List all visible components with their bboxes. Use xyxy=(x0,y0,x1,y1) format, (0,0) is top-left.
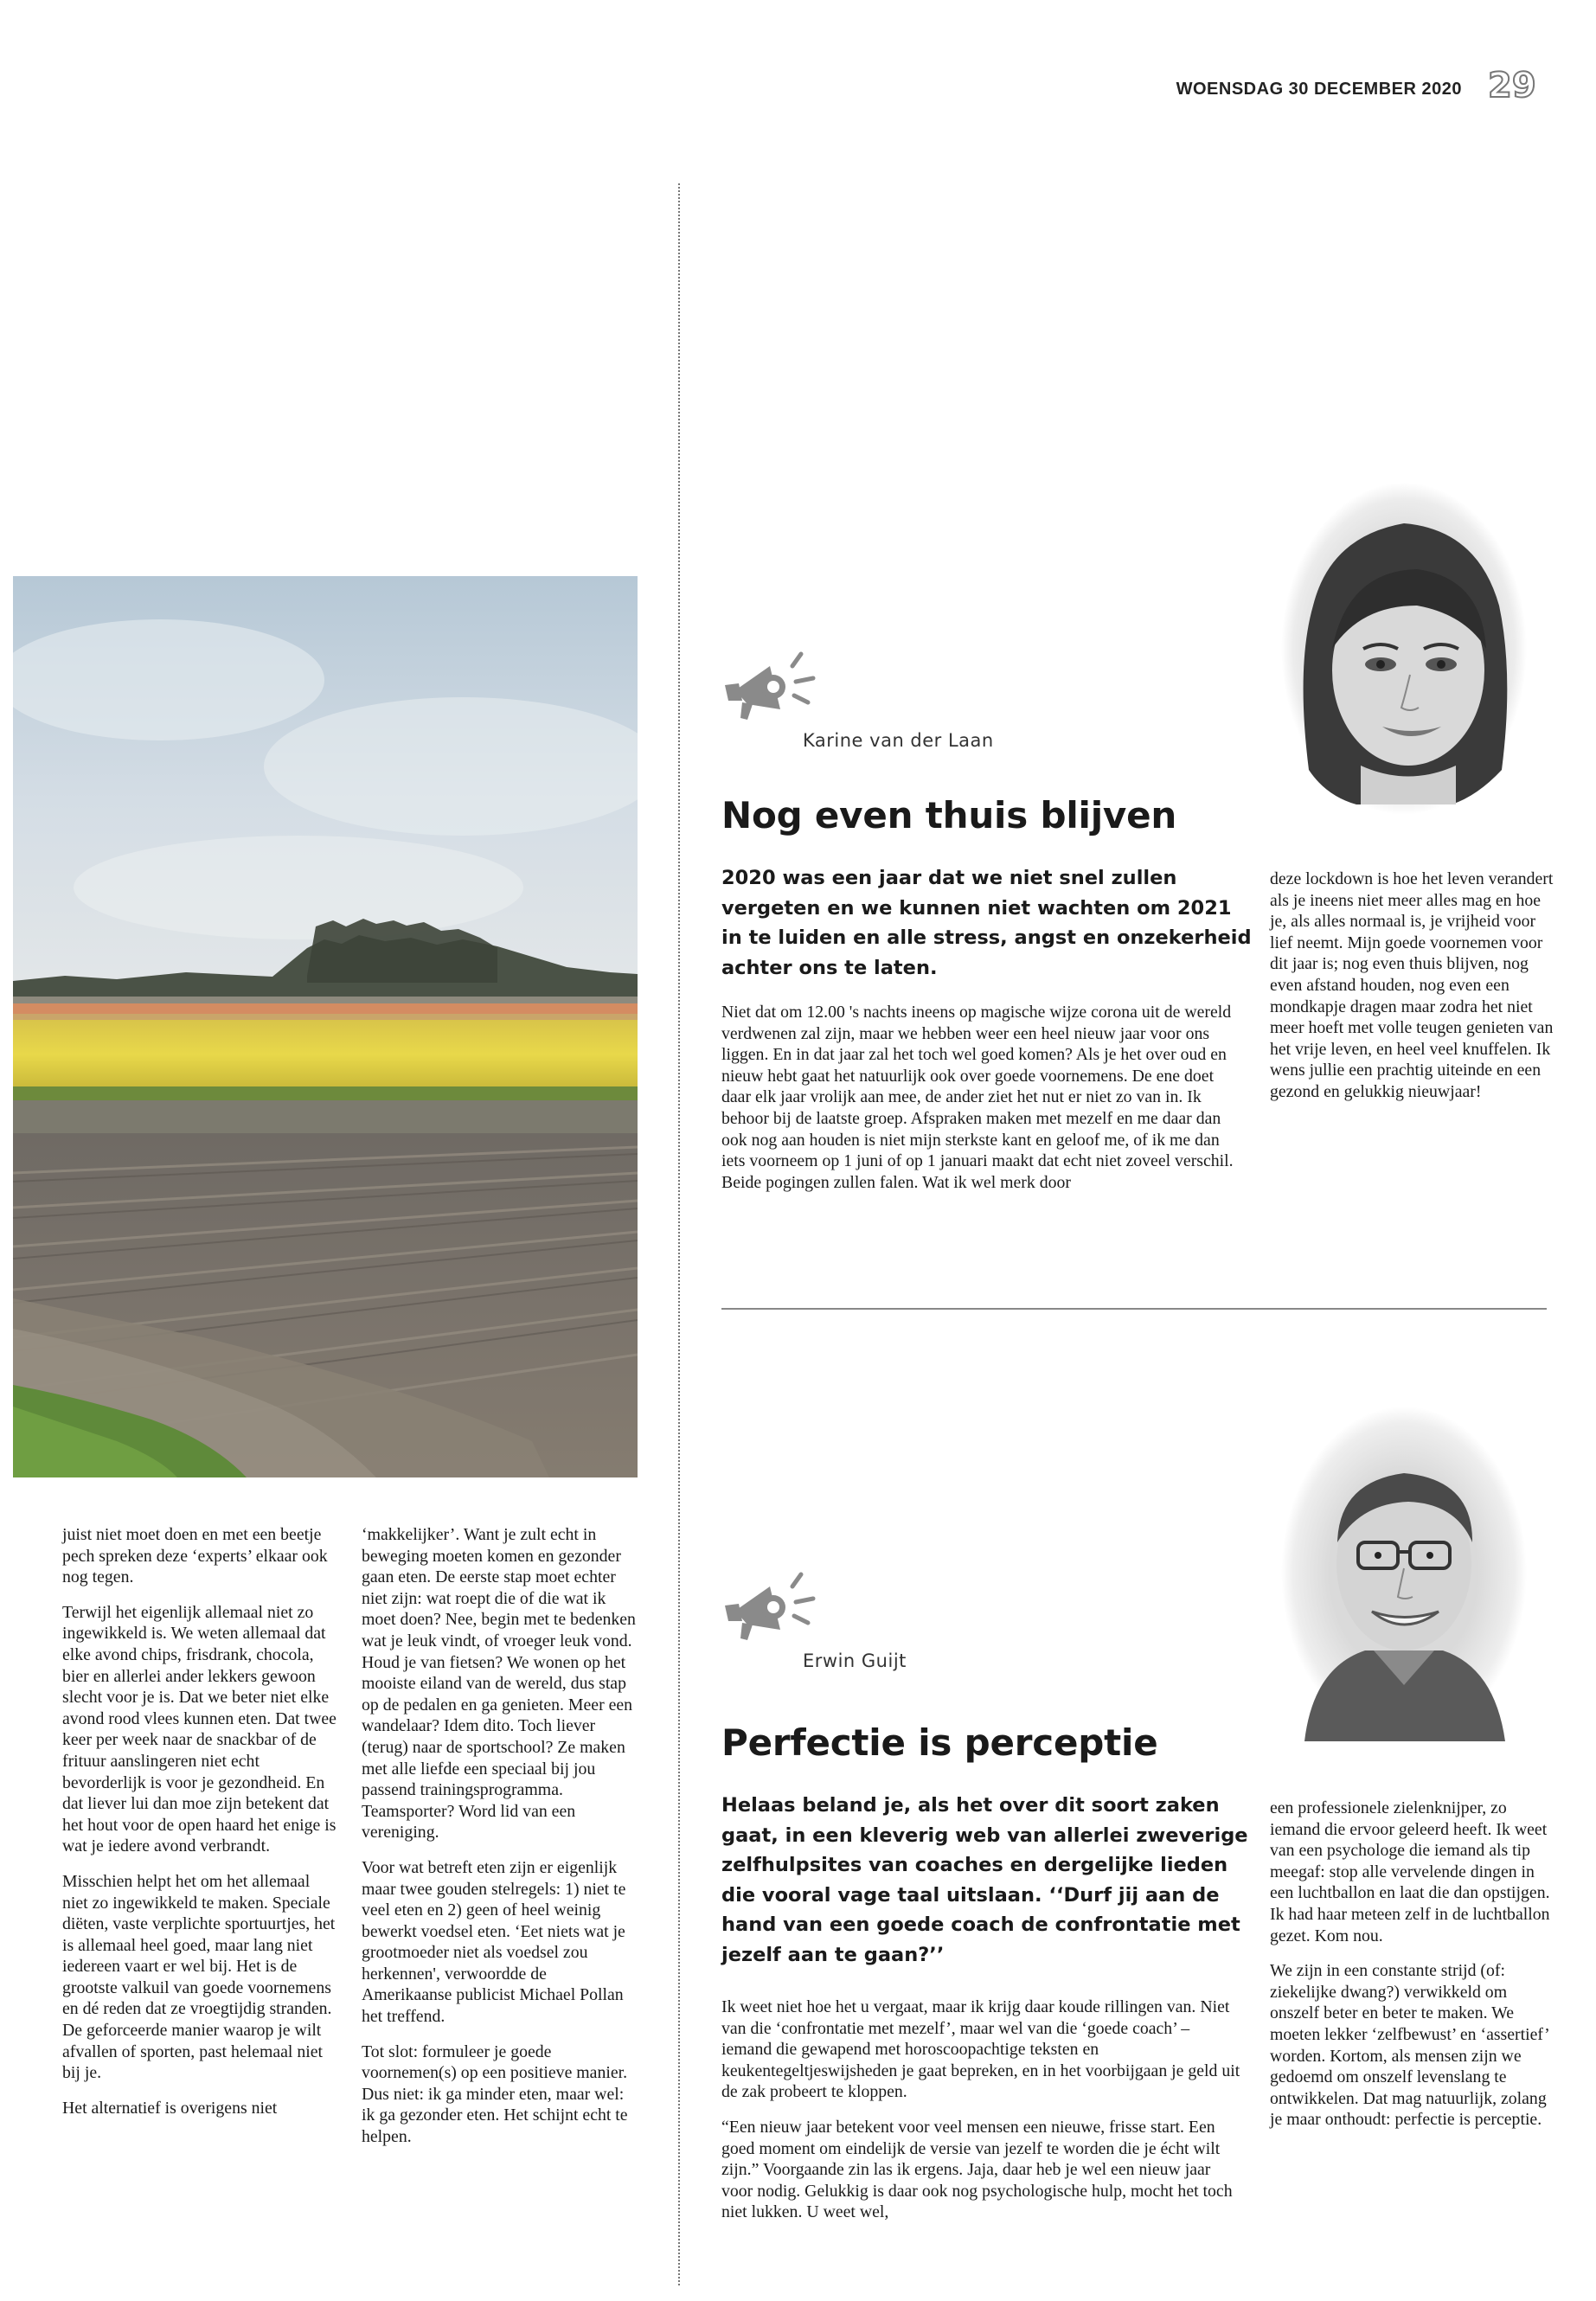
column-divider xyxy=(678,183,680,2285)
paragraph: Voor wat betreft eten zijn er eigenlijk maar twee gouden stelregels: 1) niet te veel eten en 2) geen of heel weinig bewerkt voedsel eten. ‘Eet niets wat je grootmoeder niet als voedsel zou herkennen', verwoordde de Amerikaanse publicist Michael Pollan het treffend. xyxy=(362,1857,626,2027)
paragraph: Het alternatief is overigens niet xyxy=(62,2098,278,2118)
tulip-field-photo xyxy=(13,576,638,1477)
megaphone-icon xyxy=(716,1567,820,1663)
paragraph: een professionele zielenknijper, zo iemand die ervoor geleerd heeft. Ik weet van een psychologe die iemand als tip meegaf: stop alle vervelende dingen in een luchtballon en laat die dan opstijgen. Ik had haar meteen zelf in de luchtballon gezet. Kom nou. xyxy=(1270,1798,1550,1945)
article-divider xyxy=(721,1308,1547,1310)
article-body-col1 xyxy=(721,1997,1240,2223)
left-column-1 xyxy=(62,1524,339,2118)
paragraph: ‘makkelijker’. Want je zult echt in beweging moeten komen en gezonder gaan eten. De eerste stap moet echter niet zijn: wat roept die of die wat ik moet doen? Nee, begin met te bedenken wat je leuk vindt, of vroeger leuk vond. Houd je van fietsen? We wonen op het mooiste eiland van de wereld, dus stap op de pedalen en ga genieten. Meer een wandelaar? Idem dito. Toch liever (terug) naar de sportschool? Ze maken met alle liefde een speciaal bij jou passend trainingsprogramma. Teamsporter? Word lid van een vereniging. xyxy=(362,1525,636,1843)
paragraph: Terwijl het eigenlijk allemaal niet zo ingewikkeld is. We weten allemaal dat elke avond chips, frisdrank, chocola, bier en allerlei ander lekkers gewoon slecht voor je is. Dat we beter niet elke avond rood vlees kunnen eten. Dat twee keer per week naar de snackbar of de frituur aanslingeren niet echt bevorderlijk is voor je gezondheid. En dat liever lui dan moe zijn betekent dat het hout voor de open haard het enige is wat je iedere avond verbrandt. xyxy=(62,1602,337,1856)
left-column-2 xyxy=(362,1524,638,2148)
article-body-col1 xyxy=(721,1002,1240,1193)
article-body-col2 xyxy=(1270,1798,1555,2131)
header-date: WOENSDAG 30 DECEMBER 2020 xyxy=(1176,80,1462,99)
article-body-col2 xyxy=(1270,868,1555,1103)
paragraph: deze lockdown is hoe het leven verandert als je ineens niet meer alles mag en hoe je, als alles normaal is, je vrijheid voor lief neemt. Mijn goede voornemen voor dit jaar is; nog even thuis blijven, nog even afstand houden, nog even een mondkapje dragen maar zodra het niet meer hoeft met volle teugen genieten van het vrije leven, en heel veel knuffelen. Ik wens jullie een prachtig uiteinde en een gezond en gelukkig nieuwjaar! xyxy=(1270,869,1554,1101)
paragraph: Ik weet niet hoe het u vergaat, maar ik krijg daar koude rillingen van. Niet van die ‘confrontatie met mezelf’, maar wel van die ‘goede coach’ – iemand die gewapend met horoscoopachtige teksten en keukentegeltjeswijsheden je gaat bepreken, en in het voorbijgaan je geld uit de zak probeert te kloppen. xyxy=(721,1997,1240,2102)
author-name: Erwin Guijt xyxy=(803,1650,907,1671)
author-portrait-karine xyxy=(1279,476,1529,817)
paragraph: Tot slot: formuleer je goede voornemen(s) op een positieve manier. Dus niet: ik ga minder eten, maar wel: ik ga gezonder eten. Het schijnt echt te helpen. xyxy=(362,2041,628,2147)
author-portrait-erwin xyxy=(1279,1400,1529,1741)
author-name: Karine van der Laan xyxy=(803,730,994,751)
paragraph: juist niet moet doen en met een beetje pech spreken deze ‘experts’ elkaar ook nog tegen. xyxy=(62,1525,328,1587)
paragraph: Misschien helpt het om het allemaal niet zo ingewikkeld te maken. Speciale diëten, vaste verplichte sportuurtjes, het is allemaal heel goed, maar lang niet iedereen vaart er wel bij. Het is de grootste valkuil van goede voornemens en dé reden dat ze vroegtijdig stranden. De geforceerde manier waarop je wilt afvallen of sporten, past helemaal niet bij je. xyxy=(62,1871,336,2083)
article-headline: Nog even thuis blijven xyxy=(721,794,1177,836)
paragraph: We zijn in een constante strijd (of: ziekelijke dwang?) verwikkeld om onszelf beter en beter te maken. We moeten lekker ‘zelfbewust’ en ‘assertief’ worden. Kortom, als mensen zijn we gedoemd om onszelf levenslang te ontwikkelen. Dat mag natuurlijk, zolang je maar onthoudt: perfectie is perceptie. xyxy=(1270,1961,1549,2130)
paragraph: Niet dat om 12.00 's nachts ineens op magische wijze corona uit de wereld verdwenen zal zijn, maar we hebben weer een heel nieuw jaar voor ons liggen. En in dat jaar zal het toch wel goed komen? Als je het over oud en nieuw hebt gaat het natuurlijk ook over goede voornemens. De ene doet daar elk jaar vrolijk aan mee, de ander ziet het nut er niet zo van in. Ik behoor bij de laatste groep. Afspraken maken met mezelf en me daar dan ook nog aan houden is niet mijn sterkste kant en geloof me, of ik me dan iets voorneem op 1 juni of op 1 januari maakt dat echt niet zoveel verschil. Beide pogingen zullen falen. Wat ik wel merk door xyxy=(721,1003,1234,1192)
paragraph: “Een nieuw jaar betekent voor veel mensen een nieuwe, frisse start. Een goed moment om eindelijk de versie van jezelf te worden die je écht wilt zijn.” Voorgaande zin las ik ergens. Jaja, daar heb je wel een nieuw jaar voor nodig. Gelukkig is daar ook nog psychologische hulp, mocht het toch niet lukken. U weet wel, xyxy=(721,2117,1233,2222)
article-intro: 2020 was een jaar dat we niet snel zullen vergeten en we kunnen niet wachten om 2021 in te luiden en alle stress, angst en onzekerheid achter ons te laten. xyxy=(721,867,1252,979)
page-number: 29 xyxy=(1488,66,1536,106)
megaphone-icon xyxy=(716,647,820,742)
article-intro: Helaas beland je, als het over dit soort zaken gaat, in een kleverig web van allerlei zweverige zelfhulpsites van coaches en dergelijke lieden die vooral vage taal uitslaan. ‘‘Durf jij aan de hand van een goede coach de confrontatie met jezelf aan te gaan?’’ xyxy=(721,1794,1248,1966)
article-headline: Perfectie is perceptie xyxy=(721,1721,1158,1764)
